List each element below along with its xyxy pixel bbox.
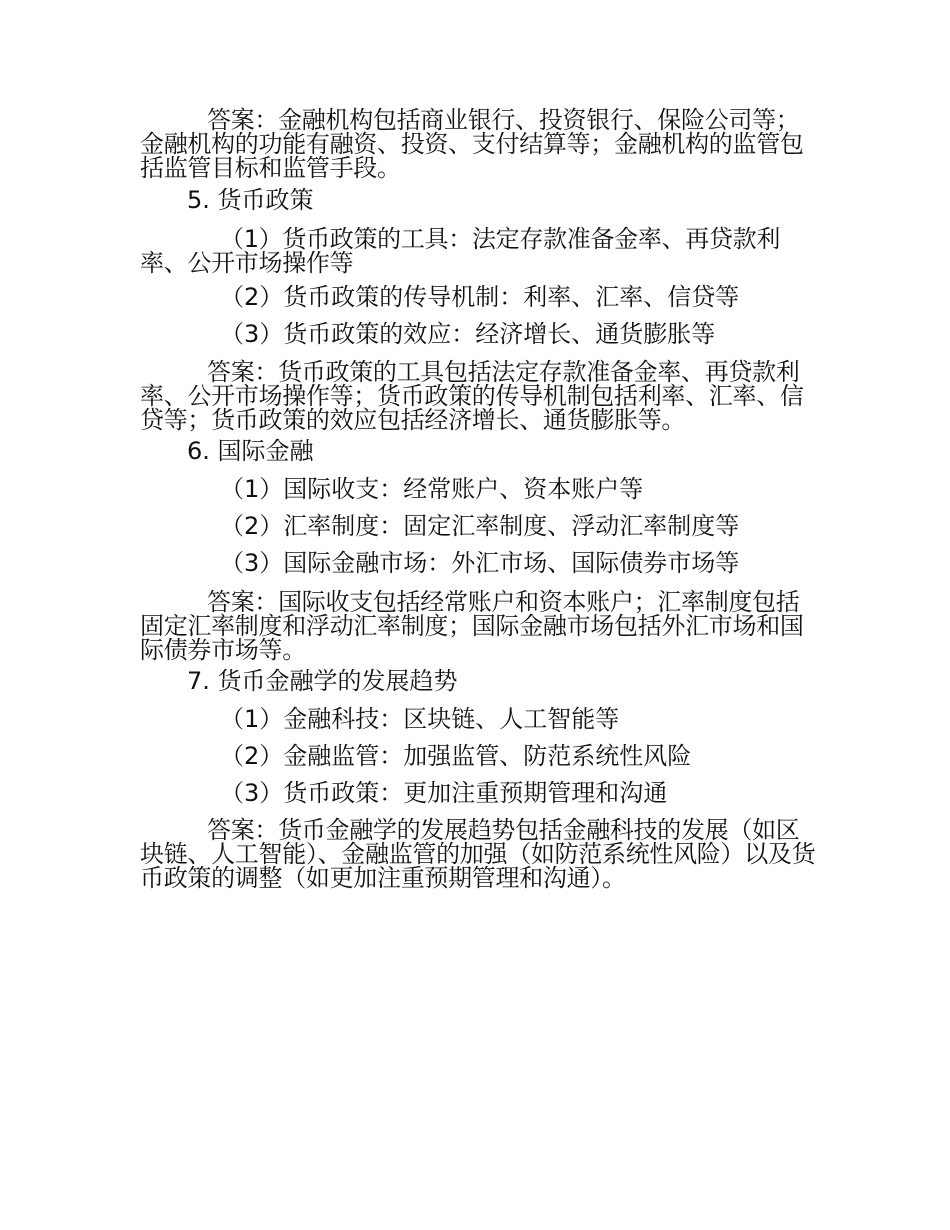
list-item: （1）金融科技：区块链、人工智能等 xyxy=(220,705,620,733)
list-item: （1）货币政策的工具：法定存款准备金率、再贷款利率、公开市场操作等 xyxy=(140,225,781,277)
answer-paragraph: 答案：货币政策的工具包括法定存款准备金率、再贷款利率、公开市场操作等；货币政策的传导机制包括利率、汇率、信贷等；货币政策的效应包括经济增长、通货膨胀等。 xyxy=(140,358,804,434)
list-item: （3）货币政策的效应：经济增长、通货膨胀等 xyxy=(220,320,716,348)
list-item: （2）金融监管：加强监管、防范系统性风险 xyxy=(220,742,692,770)
answer-paragraph: 答案：货币金融学的发展趋势包括金融科技的发展（如区块链、人工智能）、金融监管的加强（如防范系统性风险）以及货币政策的调整（如更加注重预期管理和沟通）。 xyxy=(140,816,816,892)
list-item: （1）国际收支：经常账户、资本账户等 xyxy=(220,475,644,503)
list-item: （2）货币政策的传导机制：利率、汇率、信贷等 xyxy=(220,283,740,311)
section-heading: 6. 国际金融 xyxy=(187,437,314,465)
answer-paragraph: 答案：金融机构包括商业银行、投资银行、保险公司等；金融机构的功能有融资、投资、支付结算等；金融机构的监管包括监管目标和监管手段。 xyxy=(140,106,804,182)
list-item: （3）国际金融市场：外汇市场、国际债券市场等 xyxy=(220,549,740,577)
answer-paragraph: 答案：国际收支包括经常账户和资本账户；汇率制度包括固定汇率制度和浮动汇率制度；国际金融市场包括外汇市场和国际债券市场等。 xyxy=(140,588,804,664)
list-item: （2）汇率制度：固定汇率制度、浮动汇率制度等 xyxy=(220,512,740,540)
list-item: （3）货币政策：更加注重预期管理和沟通 xyxy=(220,779,668,807)
section-heading: 7. 货币金融学的发展趋势 xyxy=(187,667,458,695)
section-heading: 5. 货币政策 xyxy=(187,186,314,214)
